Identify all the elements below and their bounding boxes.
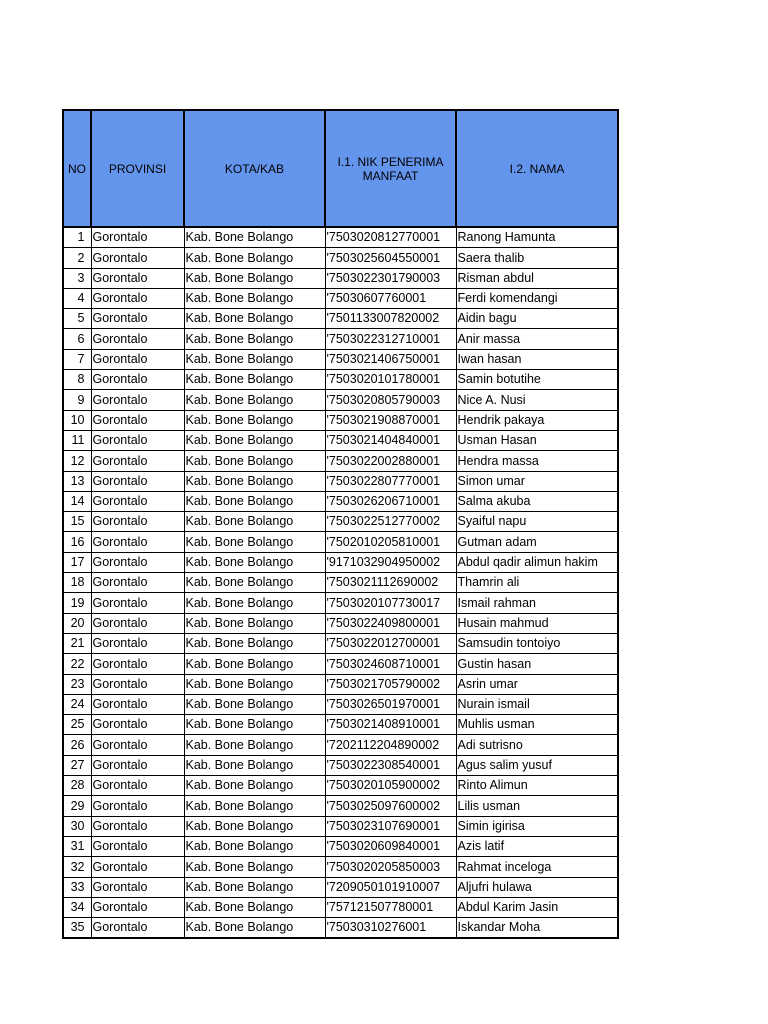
cell-kota-kab: Kab. Bone Bolango — [184, 532, 325, 552]
cell-nama: Lilis usman — [456, 796, 618, 816]
cell-provinsi: Gorontalo — [91, 573, 184, 593]
cell-kota-kab: Kab. Bone Bolango — [184, 755, 325, 775]
cell-no: 3 — [63, 268, 91, 288]
cell-nama: Adi sutrisno — [456, 735, 618, 755]
cell-no: 8 — [63, 370, 91, 390]
cell-no: 15 — [63, 512, 91, 532]
cell-no: 25 — [63, 715, 91, 735]
cell-kota-kab: Kab. Bone Bolango — [184, 857, 325, 877]
cell-provinsi: Gorontalo — [91, 532, 184, 552]
cell-nama: Ferdi komendangi — [456, 288, 618, 308]
cell-nama: Iskandar Moha — [456, 918, 618, 939]
cell-nik: '7503023107690001 — [325, 816, 456, 836]
cell-provinsi: Gorontalo — [91, 694, 184, 714]
cell-nik: '7503022807770001 — [325, 471, 456, 491]
cell-kota-kab: Kab. Bone Bolango — [184, 349, 325, 369]
cell-nik: '7503022002880001 — [325, 451, 456, 471]
table-row — [63, 227, 618, 248]
cell-provinsi: Gorontalo — [91, 654, 184, 674]
table-row — [63, 268, 618, 288]
cell-kota-kab: Kab. Bone Bolango — [184, 491, 325, 511]
cell-nik: '7503022308540001 — [325, 755, 456, 775]
cell-provinsi: Gorontalo — [91, 329, 184, 349]
cell-kota-kab: Kab. Bone Bolango — [184, 410, 325, 430]
table-row — [63, 512, 618, 532]
cell-no: 12 — [63, 451, 91, 471]
cell-no: 5 — [63, 309, 91, 329]
cell-nama: Agus salim yusuf — [456, 755, 618, 775]
cell-nik: '7503021705790002 — [325, 674, 456, 694]
cell-kota-kab: Kab. Bone Bolango — [184, 918, 325, 939]
cell-kota-kab: Kab. Bone Bolango — [184, 227, 325, 248]
cell-provinsi: Gorontalo — [91, 857, 184, 877]
cell-no: 16 — [63, 532, 91, 552]
cell-provinsi: Gorontalo — [91, 248, 184, 268]
cell-kota-kab: Kab. Bone Bolango — [184, 552, 325, 572]
cell-kota-kab: Kab. Bone Bolango — [184, 613, 325, 633]
header-nik: I.1. NIK PENERIMA MANFAAT — [325, 110, 456, 227]
cell-nama: Abdul qadir alimun hakim — [456, 552, 618, 572]
cell-provinsi: Gorontalo — [91, 390, 184, 410]
cell-nik: '7503025097600002 — [325, 796, 456, 816]
cell-nik: '7503024608710001 — [325, 654, 456, 674]
cell-nama: Husain mahmud — [456, 613, 618, 633]
cell-provinsi: Gorontalo — [91, 918, 184, 939]
cell-kota-kab: Kab. Bone Bolango — [184, 430, 325, 450]
cell-no: 7 — [63, 349, 91, 369]
cell-nik: '7503020812770001 — [325, 227, 456, 248]
cell-nik: '7503021404840001 — [325, 430, 456, 450]
cell-kota-kab: Kab. Bone Bolango — [184, 796, 325, 816]
cell-nama: Salma akuba — [456, 491, 618, 511]
cell-kota-kab: Kab. Bone Bolango — [184, 877, 325, 897]
cell-provinsi: Gorontalo — [91, 776, 184, 796]
cell-provinsi: Gorontalo — [91, 593, 184, 613]
cell-nama: Gustin hasan — [456, 654, 618, 674]
cell-nama: Nice A. Nusi — [456, 390, 618, 410]
cell-nik: '7502010205810001 — [325, 532, 456, 552]
cell-nama: Ranong Hamunta — [456, 227, 618, 248]
cell-nama: Rahmat inceloga — [456, 857, 618, 877]
cell-nama: Asrin umar — [456, 674, 618, 694]
cell-no: 32 — [63, 857, 91, 877]
header-kota-kab: KOTA/KAB — [184, 110, 325, 227]
cell-provinsi: Gorontalo — [91, 410, 184, 430]
table-row — [63, 309, 618, 329]
cell-kota-kab: Kab. Bone Bolango — [184, 268, 325, 288]
cell-kota-kab: Kab. Bone Bolango — [184, 694, 325, 714]
cell-provinsi: Gorontalo — [91, 268, 184, 288]
cell-provinsi: Gorontalo — [91, 877, 184, 897]
cell-no: 18 — [63, 573, 91, 593]
cell-no: 11 — [63, 430, 91, 450]
cell-kota-kab: Kab. Bone Bolango — [184, 654, 325, 674]
table-row — [63, 776, 618, 796]
cell-no: 6 — [63, 329, 91, 349]
cell-kota-kab: Kab. Bone Bolango — [184, 451, 325, 471]
cell-nik: '7503021408910001 — [325, 715, 456, 735]
cell-nik: '7503021406750001 — [325, 349, 456, 369]
table-row — [63, 755, 618, 775]
cell-no: 29 — [63, 796, 91, 816]
cell-nik: '7503022312710001 — [325, 329, 456, 349]
cell-kota-kab: Kab. Bone Bolango — [184, 288, 325, 308]
cell-provinsi: Gorontalo — [91, 491, 184, 511]
cell-nama: Samin botutihe — [456, 370, 618, 390]
cell-no: 9 — [63, 390, 91, 410]
cell-kota-kab: Kab. Bone Bolango — [184, 897, 325, 917]
cell-nama: Rinto Alimun — [456, 776, 618, 796]
cell-kota-kab: Kab. Bone Bolango — [184, 573, 325, 593]
cell-provinsi: Gorontalo — [91, 451, 184, 471]
table-row — [63, 349, 618, 369]
cell-kota-kab: Kab. Bone Bolango — [184, 370, 325, 390]
table-row — [63, 715, 618, 735]
cell-no: 31 — [63, 836, 91, 856]
header-nama: I.2. NAMA — [456, 110, 618, 227]
cell-nama: Nurain ismail — [456, 694, 618, 714]
cell-provinsi: Gorontalo — [91, 512, 184, 532]
cell-nik: '7503020107730017 — [325, 593, 456, 613]
header-provinsi: PROVINSI — [91, 110, 184, 227]
table-row — [63, 877, 618, 897]
cell-no: 30 — [63, 816, 91, 836]
cell-provinsi: Gorontalo — [91, 755, 184, 775]
cell-nik: '7503022301790003 — [325, 268, 456, 288]
cell-provinsi: Gorontalo — [91, 816, 184, 836]
cell-nama: Usman Hasan — [456, 430, 618, 450]
cell-nama: Simin igirisa — [456, 816, 618, 836]
cell-no: 26 — [63, 735, 91, 755]
table-row — [63, 796, 618, 816]
cell-nik: '7209050101910007 — [325, 877, 456, 897]
cell-provinsi: Gorontalo — [91, 613, 184, 633]
cell-nik: '75030310276001 — [325, 918, 456, 939]
table-row — [63, 633, 618, 653]
cell-nik: '75030607760001 — [325, 288, 456, 308]
cell-kota-kab: Kab. Bone Bolango — [184, 836, 325, 856]
cell-no: 1 — [63, 227, 91, 248]
cell-kota-kab: Kab. Bone Bolango — [184, 329, 325, 349]
cell-nama: Hendrik pakaya — [456, 410, 618, 430]
table-row — [63, 451, 618, 471]
cell-no: 23 — [63, 674, 91, 694]
cell-kota-kab: Kab. Bone Bolango — [184, 512, 325, 532]
cell-kota-kab: Kab. Bone Bolango — [184, 735, 325, 755]
cell-no: 4 — [63, 288, 91, 308]
cell-no: 10 — [63, 410, 91, 430]
table-row — [63, 329, 618, 349]
table-row — [63, 410, 618, 430]
table-row — [63, 654, 618, 674]
cell-provinsi: Gorontalo — [91, 735, 184, 755]
cell-nama: Syaiful napu — [456, 512, 618, 532]
cell-kota-kab: Kab. Bone Bolango — [184, 309, 325, 329]
cell-nama: Gutman adam — [456, 532, 618, 552]
cell-nik: '7503022012700001 — [325, 633, 456, 653]
cell-nama: Saera thalib — [456, 248, 618, 268]
cell-kota-kab: Kab. Bone Bolango — [184, 715, 325, 735]
cell-provinsi: Gorontalo — [91, 288, 184, 308]
table-row — [63, 836, 618, 856]
table-row — [63, 248, 618, 268]
table-row — [63, 857, 618, 877]
cell-nama: Aljufri hulawa — [456, 877, 618, 897]
table-row — [63, 552, 618, 572]
cell-provinsi: Gorontalo — [91, 796, 184, 816]
table-row — [63, 694, 618, 714]
cell-nama: Azis latif — [456, 836, 618, 856]
header-no: NO — [63, 110, 91, 227]
cell-kota-kab: Kab. Bone Bolango — [184, 390, 325, 410]
table-row — [63, 593, 618, 613]
cell-nama: Risman abdul — [456, 268, 618, 288]
table-row — [63, 430, 618, 450]
cell-kota-kab: Kab. Bone Bolango — [184, 248, 325, 268]
cell-no: 20 — [63, 613, 91, 633]
cell-provinsi: Gorontalo — [91, 633, 184, 653]
beneficiary-table — [62, 109, 619, 939]
cell-provinsi: Gorontalo — [91, 552, 184, 572]
cell-nik: '7503026206710001 — [325, 491, 456, 511]
cell-nama: Samsudin tontoiyo — [456, 633, 618, 653]
cell-nik: '7503020101780001 — [325, 370, 456, 390]
cell-nik: '7503020105900002 — [325, 776, 456, 796]
cell-nik: '7501133007820002 — [325, 309, 456, 329]
table-row — [63, 674, 618, 694]
cell-nik: '7503025604550001 — [325, 248, 456, 268]
cell-provinsi: Gorontalo — [91, 349, 184, 369]
cell-no: 13 — [63, 471, 91, 491]
cell-no: 24 — [63, 694, 91, 714]
table-row — [63, 471, 618, 491]
cell-nik: '7503021112690002 — [325, 573, 456, 593]
cell-nik: '7503020205850003 — [325, 857, 456, 877]
cell-provinsi: Gorontalo — [91, 227, 184, 248]
table-row — [63, 897, 618, 917]
cell-provinsi: Gorontalo — [91, 471, 184, 491]
cell-nama: Thamrin ali — [456, 573, 618, 593]
cell-nama: Hendra massa — [456, 451, 618, 471]
cell-provinsi: Gorontalo — [91, 309, 184, 329]
cell-nik: '9171032904950002 — [325, 552, 456, 572]
cell-no: 28 — [63, 776, 91, 796]
cell-no: 27 — [63, 755, 91, 775]
cell-no: 34 — [63, 897, 91, 917]
cell-provinsi: Gorontalo — [91, 370, 184, 390]
cell-nama: Muhlis usman — [456, 715, 618, 735]
table-row — [63, 491, 618, 511]
table-row — [63, 613, 618, 633]
cell-nik: '7503022512770002 — [325, 512, 456, 532]
cell-kota-kab: Kab. Bone Bolango — [184, 593, 325, 613]
cell-kota-kab: Kab. Bone Bolango — [184, 674, 325, 694]
header-row — [63, 110, 618, 227]
table-row — [63, 532, 618, 552]
table-row — [63, 390, 618, 410]
cell-nama: Simon umar — [456, 471, 618, 491]
cell-kota-kab: Kab. Bone Bolango — [184, 816, 325, 836]
cell-nama: Ismail rahman — [456, 593, 618, 613]
cell-nik: '7503026501970001 — [325, 694, 456, 714]
cell-kota-kab: Kab. Bone Bolango — [184, 471, 325, 491]
cell-provinsi: Gorontalo — [91, 897, 184, 917]
table-row — [63, 370, 618, 390]
cell-nama: Abdul Karim Jasin — [456, 897, 618, 917]
cell-no: 19 — [63, 593, 91, 613]
cell-no: 33 — [63, 877, 91, 897]
table-row — [63, 573, 618, 593]
cell-provinsi: Gorontalo — [91, 674, 184, 694]
cell-no: 22 — [63, 654, 91, 674]
cell-nik: '7503020609840001 — [325, 836, 456, 856]
cell-nik: '757121507780001 — [325, 897, 456, 917]
cell-nik: '7503022409800001 — [325, 613, 456, 633]
table-row — [63, 735, 618, 755]
cell-nik: '7202112204890002 — [325, 735, 456, 755]
cell-provinsi: Gorontalo — [91, 430, 184, 450]
table-row — [63, 288, 618, 308]
cell-nama: Iwan hasan — [456, 349, 618, 369]
cell-kota-kab: Kab. Bone Bolango — [184, 633, 325, 653]
cell-provinsi: Gorontalo — [91, 715, 184, 735]
table-row — [63, 918, 618, 939]
cell-nama: Anir massa — [456, 329, 618, 349]
cell-no: 35 — [63, 918, 91, 939]
cell-no: 17 — [63, 552, 91, 572]
cell-no: 14 — [63, 491, 91, 511]
cell-provinsi: Gorontalo — [91, 836, 184, 856]
cell-nama: Aidin bagu — [456, 309, 618, 329]
cell-kota-kab: Kab. Bone Bolango — [184, 776, 325, 796]
cell-nik: '7503020805790003 — [325, 390, 456, 410]
cell-no: 2 — [63, 248, 91, 268]
cell-no: 21 — [63, 633, 91, 653]
cell-nik: '7503021908870001 — [325, 410, 456, 430]
table-row — [63, 816, 618, 836]
